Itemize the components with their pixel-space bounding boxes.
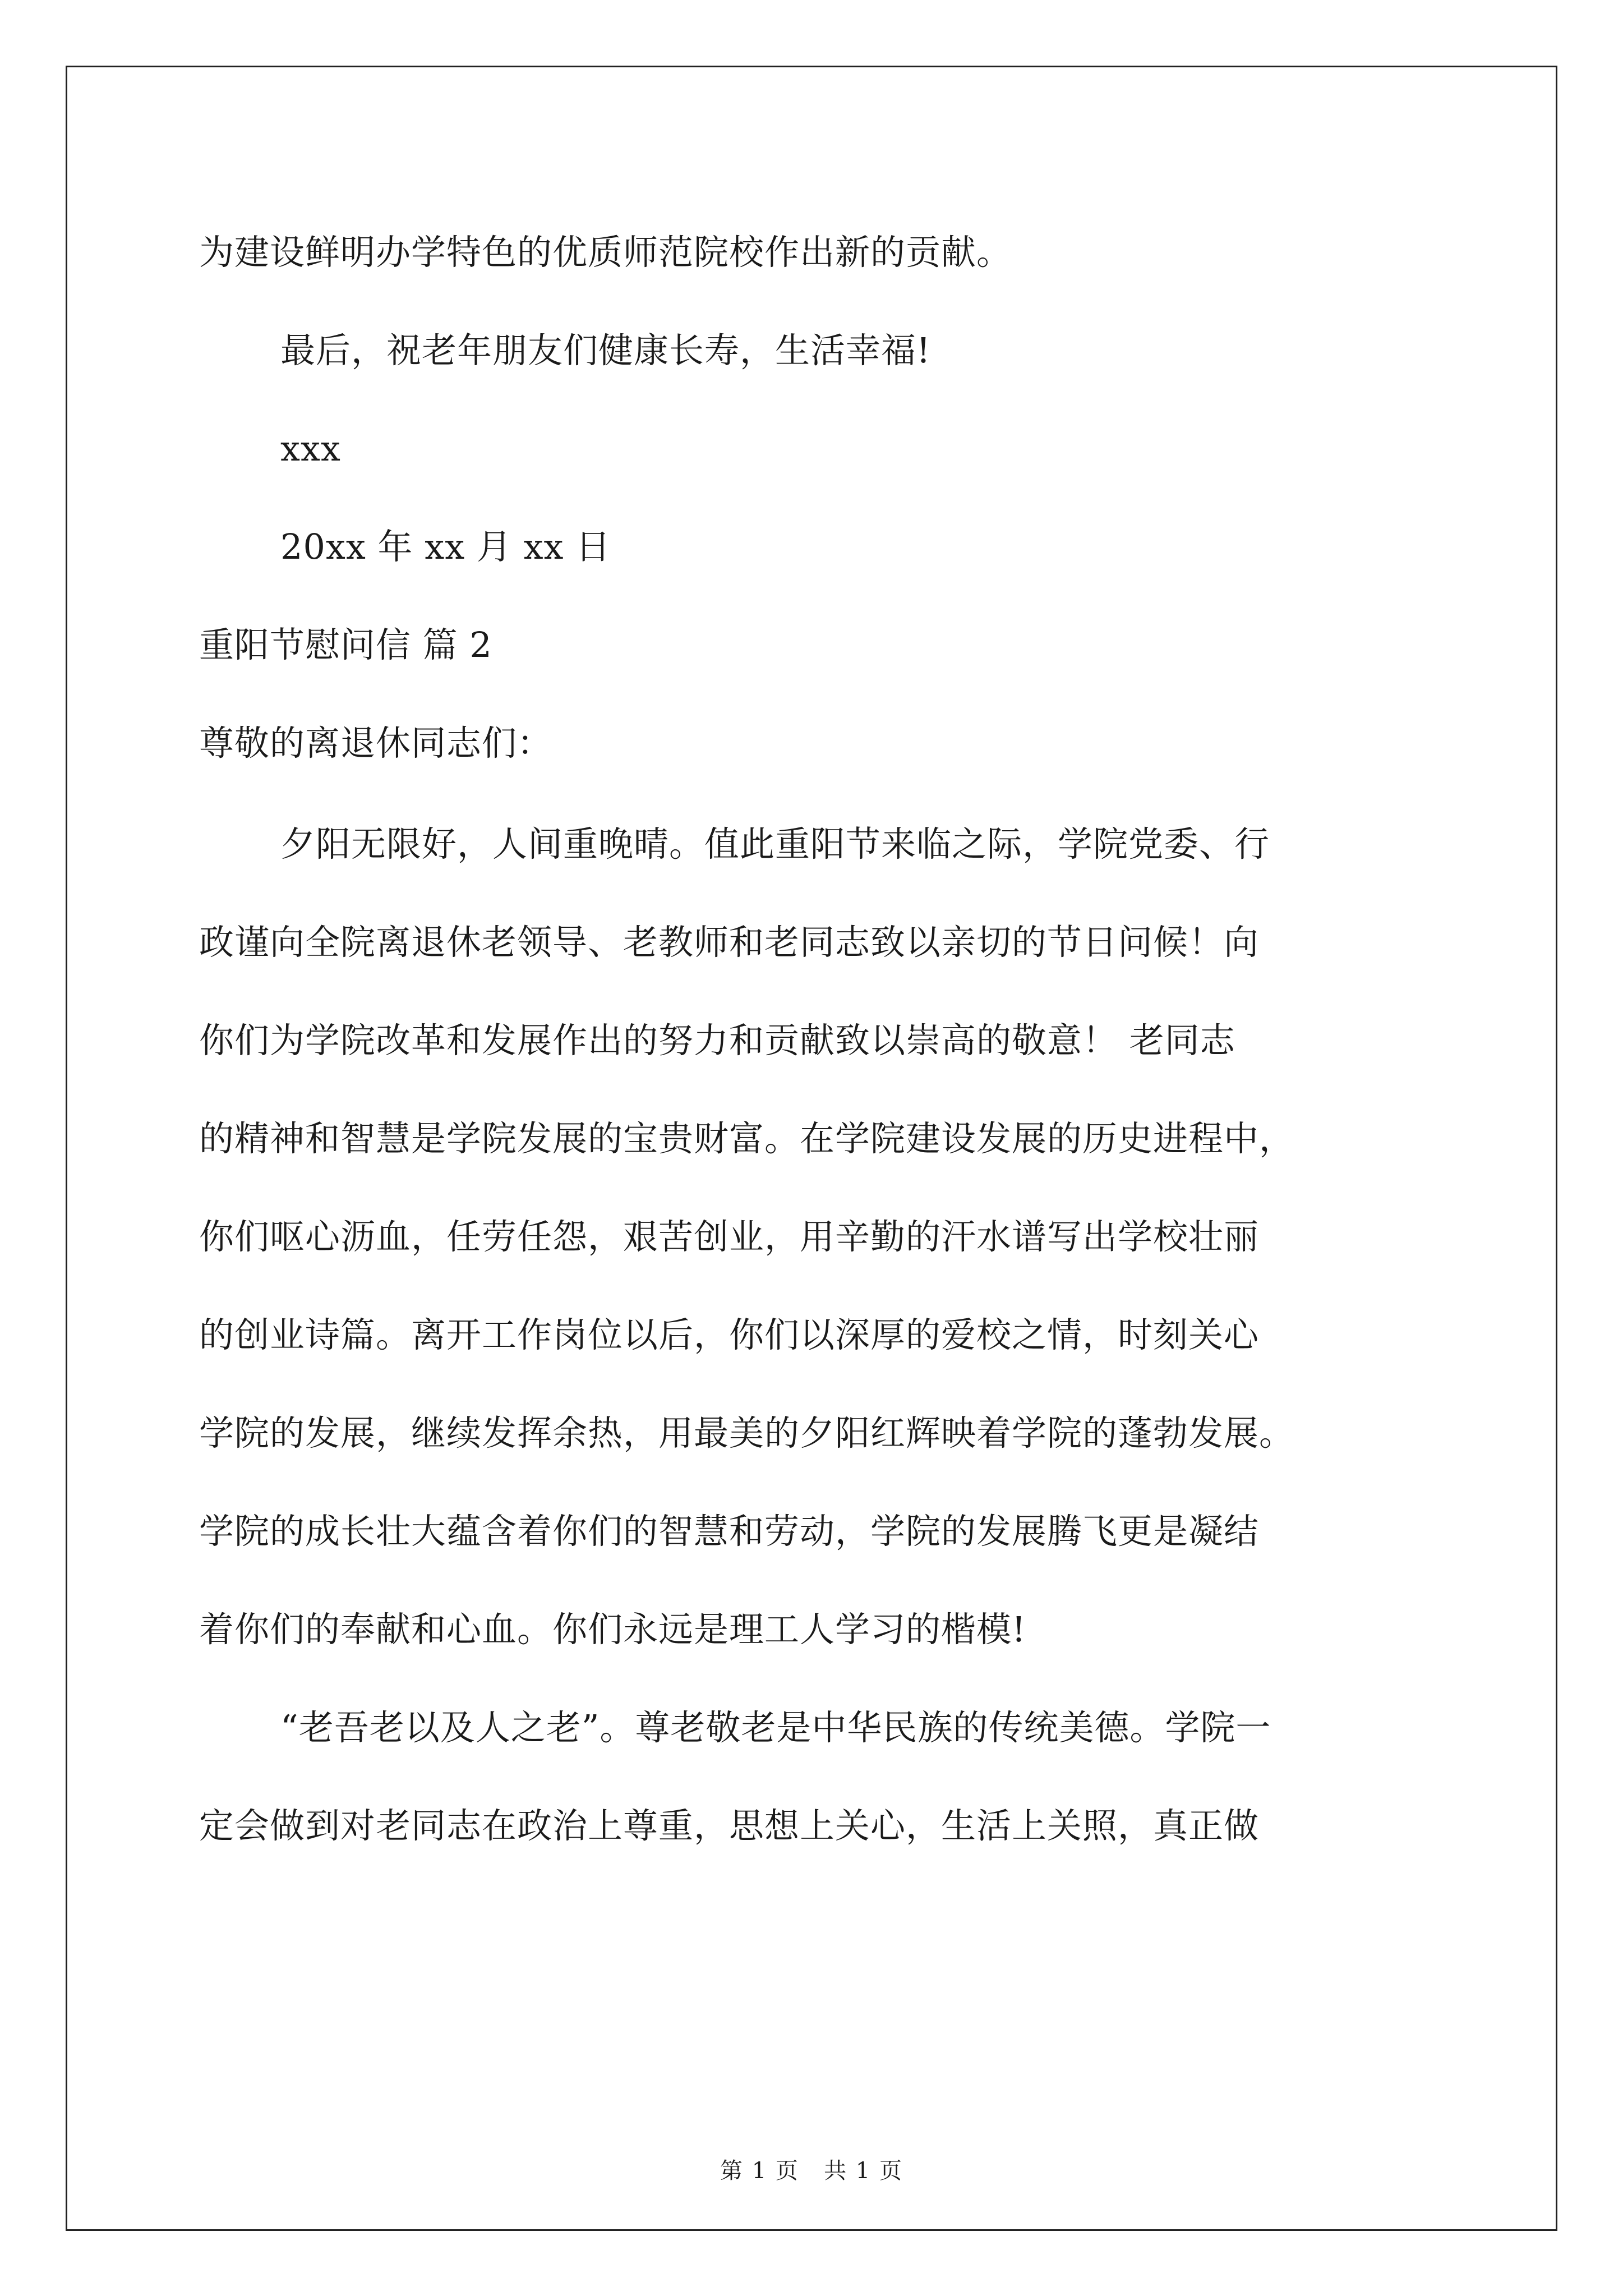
signature-date: 20xx 年 xx 月 xx 日 <box>280 526 611 567</box>
paragraph-line-7: 学院的发展，继续发挥余热，用最美的夕阳红辉映着学院的蓬勃发展。 <box>199 1412 1295 1453</box>
paragraph-line-4: 的精神和智慧是学院发展的宝贵财富。在学院建设发展的历史进程中， <box>199 1118 1295 1159</box>
signature-name: xxx <box>280 428 341 469</box>
text-line-1: 为建设鲜明办学特色的优质师范院校作出新的贡献。 <box>199 232 1012 273</box>
paragraph-line-3: 你们为学院改革和发展作出的努力和贡献致以崇高的敬意！ 老同志 <box>199 1020 1235 1061</box>
paragraph-line-2: 政谨向全院离退休老领导、老教师和老同志致以亲切的节日问候！向 <box>199 922 1260 963</box>
section-heading: 重阳节慰问信 篇 2 <box>199 624 492 665</box>
salutation: 尊敬的离退休同志们： <box>199 723 553 763</box>
page-footer: 第 1 页 共 1 页 <box>720 2158 903 2184</box>
text-line-2: 最后，祝老年朋友们健康长寿，生活幸福! <box>280 330 931 371</box>
paragraph-line-6: 的创业诗篇。离开工作岗位以后，你们以深厚的爱校之情，时刻关心 <box>199 1314 1260 1355</box>
paragraph2-line-1: “老吾老以及人之老”。尊老敬老是中华民族的传统美德。学院一 <box>280 1707 1271 1748</box>
paragraph-line-9: 着你们的奉献和心血。你们永远是理工人学习的楷模! <box>199 1609 1026 1650</box>
paragraph2-line-2: 定会做到对老同志在政治上尊重，思想上关心，生活上关照，真正做 <box>199 1805 1260 1846</box>
paragraph-line-8: 学院的成长壮大蕴含着你们的智慧和劳动，学院的发展腾飞更是凝结 <box>199 1511 1260 1552</box>
paragraph-line-5: 你们呕心沥血，任劳任怨，艰苦创业，用辛勤的汗水谱写出学校壮丽 <box>199 1216 1260 1257</box>
paragraph-line-1: 夕阳无限好，人间重晚晴。值此重阳节来临之际，学院党委、行 <box>280 823 1270 864</box>
